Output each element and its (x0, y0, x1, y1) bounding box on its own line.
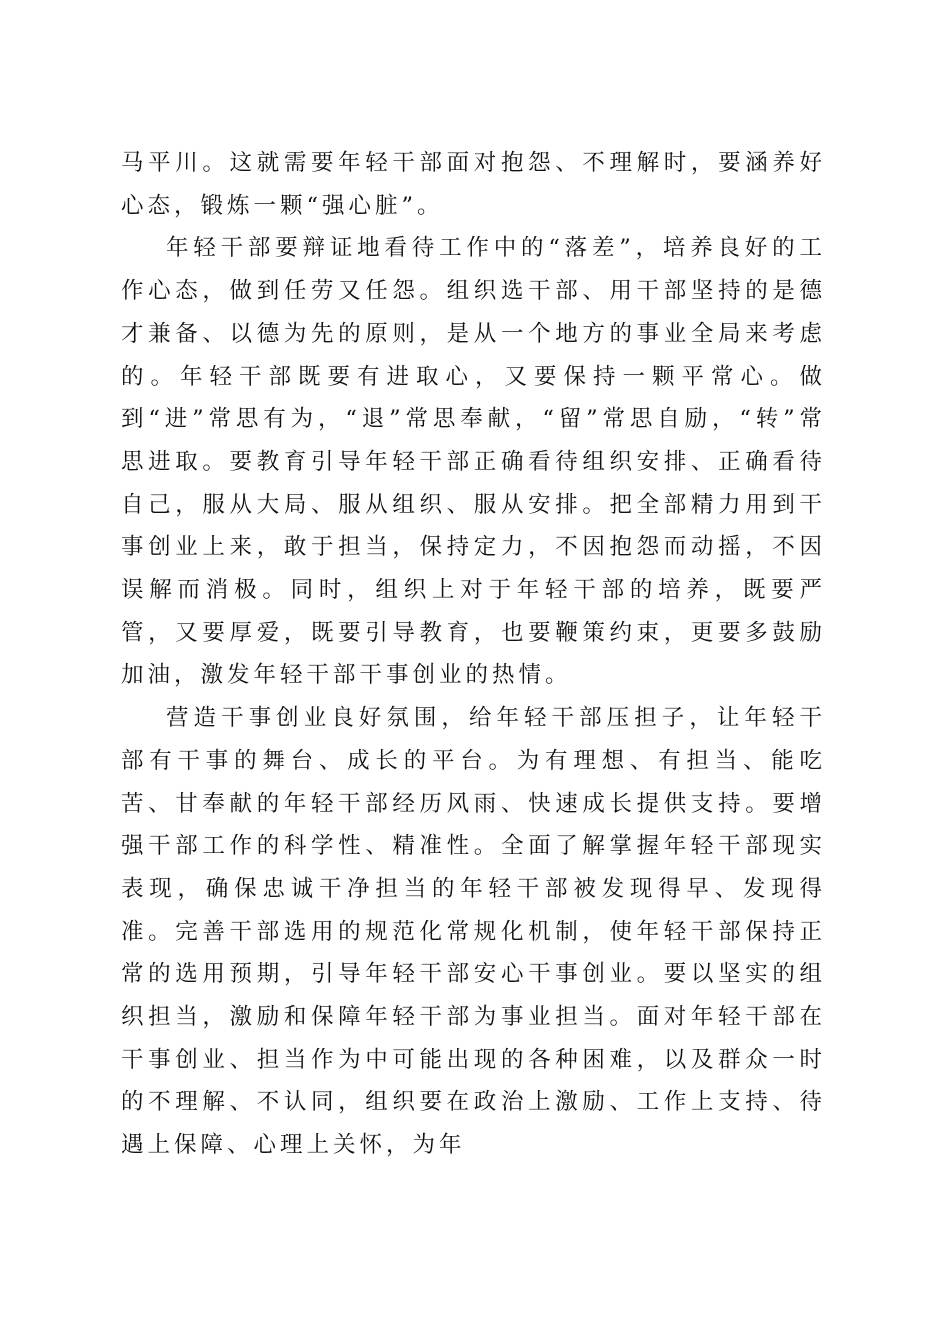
paragraph-work-attitude: 年轻干部要辩证地看待工作中的“落差”，培养良好的工作心态，做到任劳又任怨。组织选干部、用干部坚持的是德才兼备、以德为先的原则，是从一个地方的事业全局来考虑的。年轻干部既要有进取心，又要保持一颗平常心。做到“进”常思有为，“退”常思奉献，“留”常思自励，“转”常思进取。要教育引导年轻干部正确看待组织安排、正确看待自己，服从大局、服从组织、服从安排。把全部精力用到干事创业上来，敢于担当，保持定力，不因抱怨而动摇，不因误解而消极。同时，组织上对于年轻干部的培养，既要严管，又要厚爱，既要引导教育，也要鞭策约束，更要多鼓励加油，激发年轻干部干事创业的热情。 (121, 235, 826, 689)
document-body (121, 142, 826, 1167)
paragraph-atmosphere: 营造干事创业良好氛围，给年轻干部压担子，让年轻干部有干事的舞台、成长的平台。为有理想、有担当、能吃苦、甘奉献的年轻干部经历风雨、快速成长提供支持。要增强干部工作的科学性、精准性。全面了解掌握年轻干部现实表现，确保忠诚干净担当的年轻干部被发现得早、发现得准。完善干部选用的规范化常规化机制，使年轻干部保持正常的选用预期，引导年轻干部安心干事创业。要以坚实的组织担当，激励和保障年轻干部为事业担当。面对年轻干部在干事创业、担当作为中可能出现的各种困难，以及群众一时的不理解、不认同，组织要在政治上激励、工作上支持、待遇上保障、心理上关怀，为年 (121, 705, 826, 1159)
paragraph-continuation: 马平川。这就需要年轻干部面对抱怨、不理解时，要涵养好心态，锻炼一颗“强心脏”。 (121, 150, 826, 219)
